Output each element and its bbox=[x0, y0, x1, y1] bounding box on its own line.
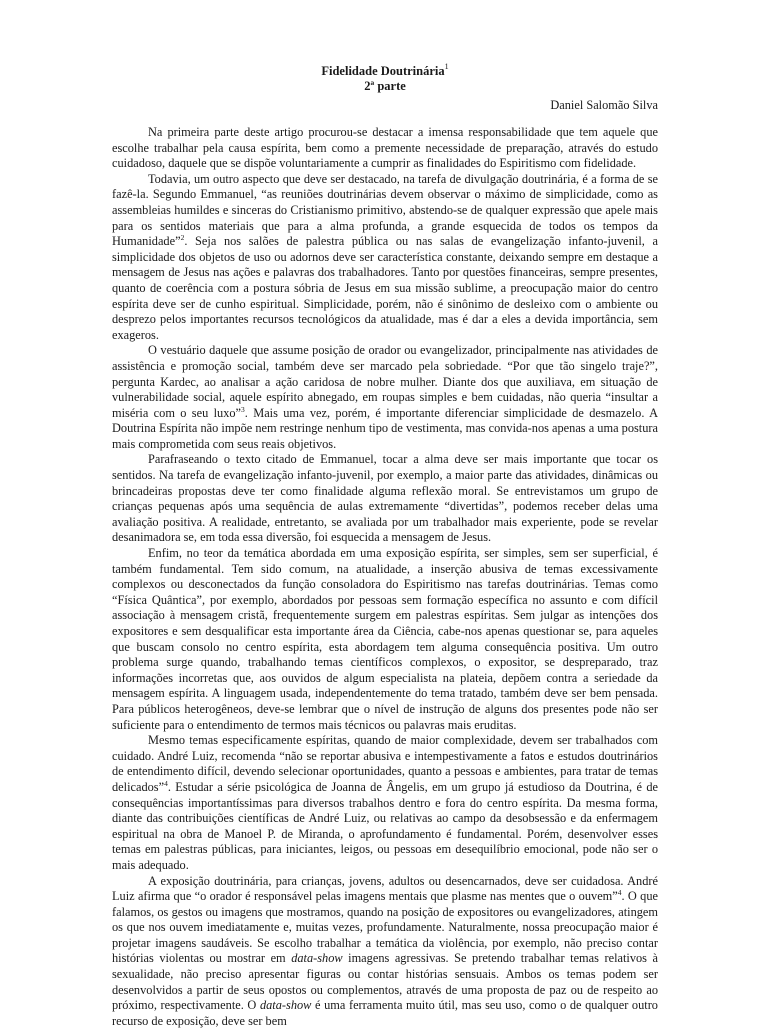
footnote-marker: 4 bbox=[618, 888, 622, 897]
paragraph bbox=[112, 874, 658, 1029]
article-body bbox=[112, 125, 658, 1029]
italic-term: data-show bbox=[291, 951, 342, 965]
paragraph bbox=[112, 733, 658, 873]
paragraph-text: Na primeira parte deste artigo procurou-se destacar a imensa responsabilidade que tem aquele que escolhe trabalhar pela causa espírita, bem como a premente necessidade de preparação, através do estudo cuidadoso, daquele que se dispõe voluntariamente a cumprir as finalidades do Espiritismo com fidelidade. bbox=[112, 125, 658, 170]
paragraph bbox=[112, 172, 658, 344]
paragraph-text: Todavia, um outro aspecto que deve ser destacado, na tarefa de divulgação doutrinária, é a forma de se fazê-la. Segundo Emmanuel, “as reuniões doutrinárias devem observar o máximo de simplicidade, como as assembleias humildes e sinceras do Cristianismo primitivo, abstendo-se de qualquer expressão que apele mais para os sentidos materiais que para a alma profunda, a grande esquecida de todos os tempos da Humanidade” bbox=[112, 172, 658, 248]
document-subtitle: 2ª parte bbox=[112, 79, 658, 94]
title-footnote-marker: 1 bbox=[445, 62, 449, 71]
paragraph bbox=[112, 452, 658, 546]
author-name: Daniel Salomão Silva bbox=[112, 98, 658, 113]
paragraph-text: Mesmo temas especificamente espíritas, quando de maior complexidade, devem ser trabalhados com cuidado. André Luiz, recomenda “não se reportar abusiva e intempestivamente a fatos e estudos doutrinários de entendimento difícil, devendo selecionar oportunidades, quanto a pessoas e ambientes, para tratar de temas delicados” bbox=[112, 733, 658, 794]
paragraph-text: A exposição doutrinária, para crianças, jovens, adultos ou desencarnados, deve ser cuidadosa. André Luiz afirma que “o orador é responsável pelas imagens mentais que plasme nas mentes que o ouvem” bbox=[112, 874, 658, 904]
paragraph bbox=[112, 125, 658, 172]
paragraph-text: é uma ferramenta muito útil, mas seu uso, como o de qualquer outro recurso de exposição, deve ser bem bbox=[112, 998, 658, 1028]
paragraph-text: Enfim, no teor da temática abordada em uma exposição espírita, ser simples, sem ser superficial, é também fundamental. Tem sido comum, na atualidade, a inserção abusiva de temas excessivamente complexos ou desconectados da função consoladora do Espiritismo nas tarefas doutrinárias. Temas como “Física Quântica”, por exemplo, abordados por pessoas sem formação específica no assunto e com difícil associação à mensagem cristã, frequentemente surgem em palestras espíritas. Sem julgar as intenções dos expositores e sem desqualificar esta importante área da Ciência, cabe-nos apenas questionar se, para aqueles que buscam consolo no centro espírita, esta abordagem tem alguma consequência positiva. Um outro problema surge quando, trabalhando temas científicos complexos, o expositor, se despreparado, traz informações incorretas que, aos ouvidos de algum especialista na plateia, depõem contra a seriedade da mensagem espírita. A linguagem usada, independentemente do tema tratado, também deve ser bem pensada. Para públicos heterogêneos, deve-se lembrar que o nível de instrução de alguns dos presentes pode não ser suficiente para o entendimento de termos mais técnicos ou palavras mais eruditas. bbox=[112, 546, 658, 732]
paragraph bbox=[112, 546, 658, 733]
paragraph-text: O vestuário daquele que assume posição de orador ou evangelizador, principalmente nas atividades de assistência e promoção social, também deve ser marcado pela sobriedade. “Por que tão singelo traje?”, pergunta Kardec, ao analisar a ação caridosa de nobre mulher. Diante dos que auxiliava, em situação de vulnerabilidade social, aquele espírito abnegado, em roupas simples e bem cuidadas, não queria “insultar a miséria com o seu luxo” bbox=[112, 343, 658, 419]
paragraph-text: . Estudar a série psicológica de Joanna de Ângelis, em um grupo já estudioso da Doutrina, é de consequências importantíssimas para diversos trabalhos dentro e fora do centro espírita. Da mesma forma, diante das contribuições científicas de André Luiz, ou relativas ao campo da desobsessão e da enfermagem espiritual na obra de Manoel P. de Miranda, o aprofundamento é fundamental. Porém, desenvolver esses temas em palestras públicas, para iniciantes, leigos, ou pessoas em desequilíbrio emocional, pode não ser o mais adequado. bbox=[112, 780, 658, 872]
footnote-marker: 4 bbox=[164, 779, 168, 788]
paragraph-text: . Seja nos salões de palestra pública ou nas salas de evangelização infanto-juvenil, a simplicidade dos objetos de uso ou adornos deve ser característica constante, deixando sempre em destaque a mensagem de Jesus nas ações e palavras dos trabalhadores. Tanto por questões financeiras, sempre presentes, quanto de coerência com a postura sóbria de Jesus em sua missão sublime, a preocupação maior do centro espírita deve ser de cunho espiritual. Simplicidade, porém, não é sinônimo de desleixo com o ambiente ou desprezo pelos importantes recursos tecnológicos da atualidade, mas é dar a eles a devida importância, sem exageros. bbox=[112, 234, 658, 342]
title-text: Fidelidade Doutrinária bbox=[321, 64, 444, 78]
document-title bbox=[112, 64, 658, 79]
footnote-marker: 2 bbox=[181, 233, 185, 242]
italic-term: data-show bbox=[260, 998, 311, 1012]
paragraph-text: . O que falamos, os gestos ou imagens que mostramos, quando na posição de expositores ou evangelizadores, atingem os que nos ouvem imediatamente e, muitas vezes, profundamente. Naturalmente, nossa preocupação maior é projetar imagens saudáveis. Se escolho trabalhar a temática da violência, por exemplo, não preciso contar histórias violentas ou mostrar em bbox=[112, 889, 658, 965]
paragraph-text: imagens agressivas. Se pretendo trabalhar temas relativos à sexualidade, não preciso apresentar figuras ou contar histórias sensuais. Ambos os temas podem ser desenvolvidos a partir de seus opostos ou complementos, através de uma proposta de paz ou de respeito ao próximo, respectivamente. O bbox=[112, 951, 658, 1012]
paragraph-text: Parafraseando o texto citado de Emmanuel, tocar a alma deve ser mais importante que tocar os sentidos. Na tarefa de evangelização infanto-juvenil, por exemplo, a maior parte das atividades, dinâmicas ou brincadeiras propostas deve ter como finalidade alguma reflexão moral. Se entrevistamos um grupo de crianças pequenas após uma sequência de aulas extremamente “divertidas”, podemos receber delas uma avaliação positiva. A realidade, entretanto, se avaliada por um trabalhador mais experiente, pode se revelar desanimadora se, em toda essa diversão, foi esquecida a mensagem de Jesus. bbox=[112, 452, 658, 544]
paragraph bbox=[112, 343, 658, 452]
paragraph-text: . Mais uma vez, porém, é importante diferenciar simplicidade de desmazelo. A Doutrina Espírita não impõe nem restringe nenhum tipo de vestimenta, mas convida-nos apenas a uma postura mais comprometida com seus reais objetivos. bbox=[112, 406, 658, 451]
footnote-marker: 3 bbox=[241, 405, 245, 414]
